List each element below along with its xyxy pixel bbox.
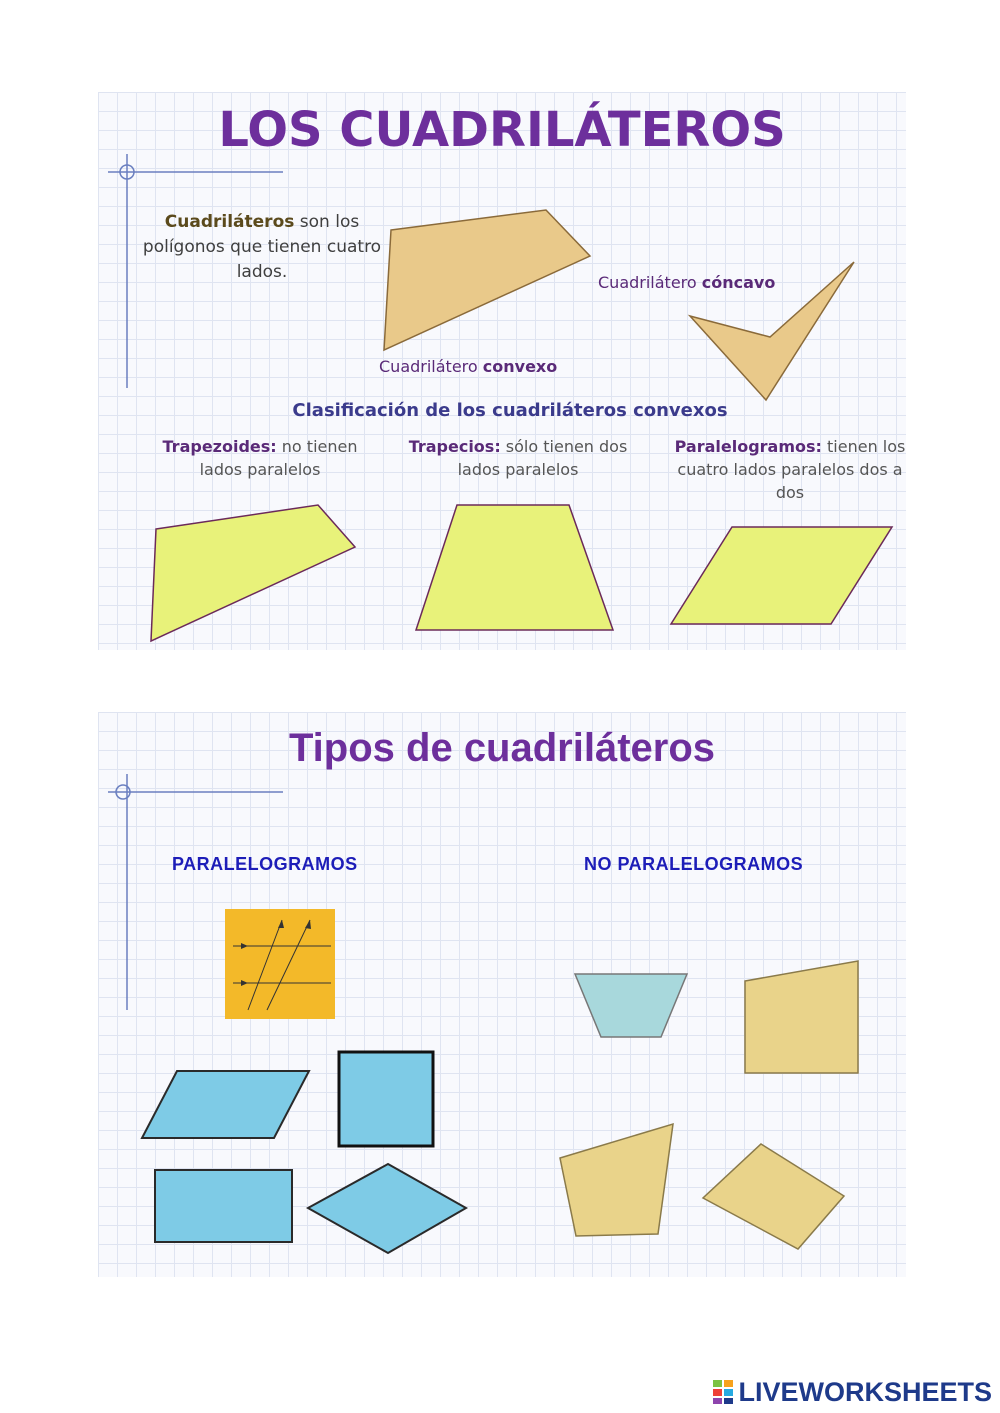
heading-paralelogramos: PARALELOGRAMOS — [172, 854, 358, 874]
parallel-lines-icon — [225, 909, 335, 1019]
convex-caption-bold: convexo — [482, 357, 558, 376]
slide2-title: Tipos de cuadriláteros — [288, 726, 716, 770]
liveworksheets-icon — [712, 1379, 734, 1405]
column-trapezoides — [140, 435, 380, 481]
trapezoid-irregular-shape — [560, 1124, 673, 1236]
parallelogram-shape — [671, 527, 892, 624]
definition-text — [142, 210, 382, 285]
page-title: LOS CUADRILÁTEROS — [218, 102, 786, 158]
liveworksheets-logo[interactable] — [712, 1377, 992, 1407]
trapezium-blue-shape — [575, 974, 687, 1037]
convex-caption — [379, 357, 557, 376]
rectangle-shape — [155, 1170, 292, 1242]
column-trapezoides-rest: no tienen lados paralelos — [199, 437, 358, 479]
kite-shape — [703, 1144, 844, 1249]
convex-caption-prefix: Cuadrilátero — [379, 357, 483, 376]
column-trapecios-term: Trapecios: — [408, 437, 501, 456]
column-paralelogramos-rest: tienen los cuatro lados paralelos dos a dos — [677, 437, 906, 502]
classification-heading: Clasificación de los cuadriláteros convexos — [292, 400, 728, 421]
rhomboid-shape — [142, 1071, 309, 1138]
definition-rest: son los polígonos que tienen cuatro lados. — [142, 212, 382, 282]
trapezoid-shape — [151, 505, 355, 641]
column-trapecios-rest: sólo tienen dos lados paralelos — [457, 437, 628, 479]
column-paralelogramos — [670, 435, 910, 504]
slide-tipos-de-cuadrilateros — [98, 712, 906, 1277]
definition-term: Cuadriláteros — [164, 212, 295, 232]
trapezoid-right-shape — [745, 961, 858, 1073]
slide2-graphics — [98, 712, 906, 1277]
convex-quadrilateral — [384, 210, 590, 350]
column-trapecios — [398, 435, 638, 481]
liveworksheets-brand: LIVEWORKSHEETS — [738, 1376, 992, 1407]
heading-no-paralelogramos: NO PARALELOGRAMOS — [584, 854, 804, 874]
column-paralelogramos-term: Paralelogramos: — [674, 437, 822, 456]
concave-caption-prefix: Cuadrilátero — [598, 273, 702, 292]
concave-caption-bold: cóncavo — [701, 273, 776, 292]
concave-caption — [598, 273, 775, 292]
square-shape — [339, 1052, 433, 1146]
column-trapezoides-term: Trapezoides: — [162, 437, 277, 456]
rhombus-shape — [308, 1164, 466, 1253]
trapezium-shape — [416, 505, 613, 630]
slide-los-cuadrilateros — [98, 92, 906, 650]
